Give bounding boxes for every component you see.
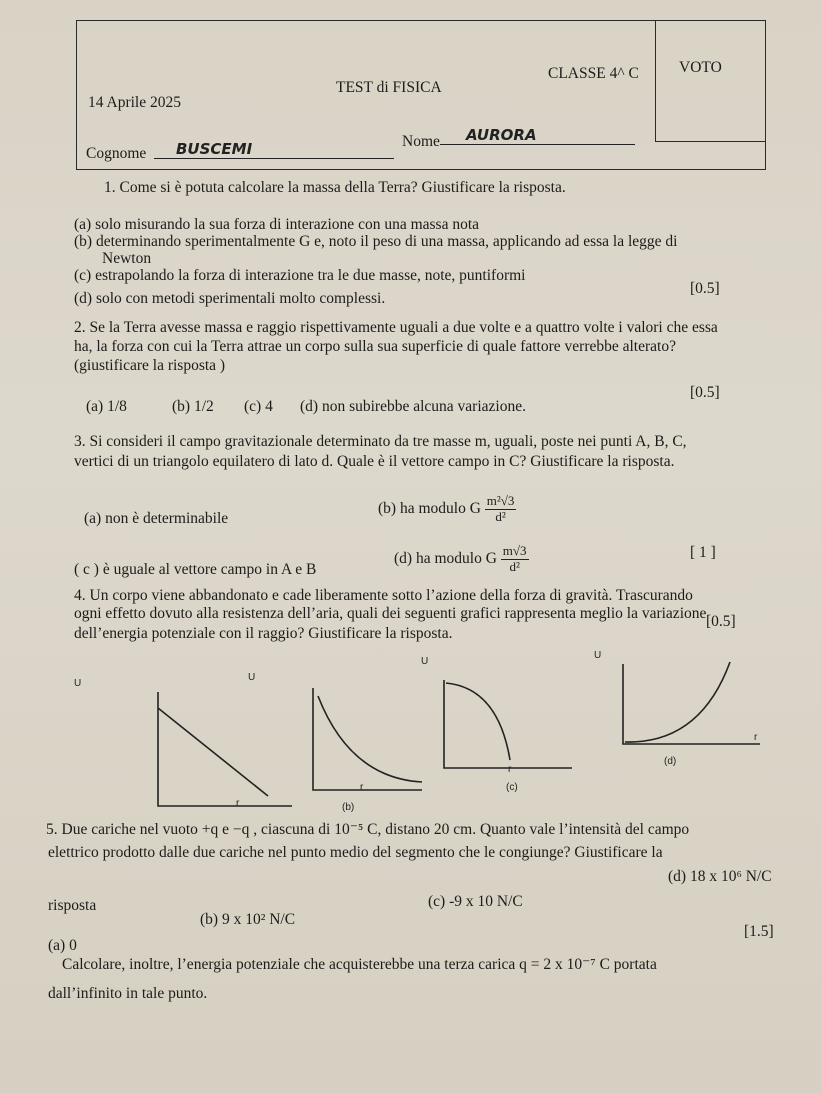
graph-b-label: (b): [342, 802, 355, 813]
graph-a-y-label: U: [74, 678, 82, 689]
surname-handwritten: BUSCEMI: [154, 140, 394, 159]
q1-option-a: (a) solo misurando la sua forza di interazione con una massa nota: [74, 216, 480, 233]
q2-line1: 2. Se la Terra avesse massa e raggio rispettivamente uguali a due volte e a quattro volte i valori che essa: [74, 319, 718, 336]
graph-c-axes: [444, 680, 572, 768]
graph-c-y-label: U: [421, 656, 429, 667]
q3-d-numerator: m√3: [502, 543, 527, 558]
q2-line2: ha, la forza con cui la Terra attrae un corpo sulla sua superficie di quale fattore verrebbe alterato?: [74, 338, 676, 355]
graph-c-label: (c): [506, 782, 518, 793]
q3-option-b-prefix: (b) ha modulo G: [378, 500, 481, 518]
q5-option-a: (a) 0: [48, 937, 77, 954]
q2-option-b: (b) 1/2: [172, 398, 214, 415]
q3-option-d-prefix: (d) ha modulo G: [394, 550, 497, 568]
q1-option-d: (d) solo con metodi sperimentali molto complessi.: [74, 290, 386, 307]
surname-field: [154, 140, 394, 160]
graph-b-y-label: U: [248, 672, 256, 683]
graph-d-label: (d): [664, 756, 677, 767]
q1-option-b-cont: Newton: [102, 250, 152, 267]
q5-line2: elettrico prodotto dalle due cariche nel punto medio del segmento che le congiunge? Giustificare la: [48, 844, 663, 861]
graph-a-curve: [158, 708, 268, 796]
q5-option-c: (c) -9 x 10 N/C: [428, 893, 523, 910]
q5-line1: 5. Due cariche nel vuoto +q e −q , ciascuna di 10⁻⁵ C, distano 20 cm. Quanto vale l’intensità del campo: [46, 821, 690, 838]
q2-option-c: (c) 4: [244, 398, 273, 415]
name-field: [440, 126, 635, 146]
q3-option-d: [394, 544, 529, 575]
q1-option-b: (b) determinando sperimentalmente G e, noto il peso di una massa, applicando ad essa la legge di: [74, 233, 678, 250]
graph-d-y-label: U: [594, 650, 602, 661]
q5-option-b: (b) 9 x 10² N/C: [200, 911, 296, 928]
q3-b-numerator: m²√3: [486, 493, 515, 508]
q4-line2: ogni effetto dovuto alla resistenza dell’aria, quali dei seguenti grafici rappresenta meglio la variazione: [74, 605, 707, 622]
q2-option-d: (d) non subirebbe alcuna variazione.: [300, 398, 526, 415]
vote-label: VOTO: [679, 59, 722, 76]
q3-d-denominator: d²: [509, 558, 520, 574]
q4-points: [0.5]: [706, 613, 736, 630]
q3-option-d-fraction: [501, 544, 529, 575]
q3-line1: 3. Si consideri il campo gravitazionale determinato da tre masse m, uguali, poste nei punti A, B, C,: [74, 433, 687, 450]
q4-line1: 4. Un corpo viene abbandonato e cade liberamente sotto l’azione della forza di gravità. Trascurando: [74, 587, 693, 604]
name-handwritten: AURORA: [440, 126, 635, 145]
q3-line2: vertici di un triangolo equilatero di lato d. Quale è il vettore campo in C? Giustificare la risposta.: [74, 453, 675, 470]
test-title: TEST di FISICA: [336, 79, 442, 96]
q5-option-d: (d) 18 x 10⁶ N/C: [668, 868, 772, 885]
q3-points: [ 1 ]: [690, 544, 716, 561]
q3-option-b-fraction: [485, 494, 517, 525]
q5-points: [1.5]: [744, 923, 774, 940]
q1-points: [0.5]: [690, 280, 720, 297]
class-label: CLASSE 4^ C: [548, 65, 639, 82]
graph-a-axes: [158, 692, 292, 806]
surname-label: Cognome: [86, 145, 147, 162]
q4-graphs: [60, 640, 760, 820]
q2-line3: (giustificare la risposta ): [74, 357, 226, 374]
q2-option-a: (a) 1/8: [86, 398, 127, 415]
vote-box-divider: [655, 20, 656, 142]
q5-line5: dall’infinito in tale punto.: [48, 985, 208, 1002]
q3-b-denominator: d²: [495, 508, 506, 524]
graph-d-x-label: r: [754, 732, 758, 743]
q1-question: 1. Come si è potuta calcolare la massa della Terra? Giustificare la risposta.: [104, 179, 566, 196]
q3-option-c: ( c ) è uguale al vettore campo in A e B: [74, 561, 317, 578]
q5-line3: risposta: [48, 897, 97, 914]
q5-line4: Calcolare, inoltre, l’energia potenziale che acquisterebbe una terza carica q = 2 x 10⁻⁷ C portata: [62, 956, 657, 973]
q3-option-b: [378, 494, 516, 525]
graph-d-axes: [623, 664, 760, 744]
graph-b-curve: [318, 696, 422, 782]
graph-c-x-label: r: [508, 764, 512, 775]
graph-c-curve: [446, 683, 510, 760]
graph-b-axes: [313, 688, 422, 790]
graph-a-x-label: r: [236, 798, 240, 809]
q3-option-a: (a) non è determinabile: [84, 510, 229, 527]
vote-box-bottom: [655, 141, 765, 142]
test-date: 14 Aprile 2025: [88, 94, 181, 111]
q4-line3: dell’energia potenziale con il raggio? Giustificare la risposta.: [74, 625, 453, 642]
name-label: Nome: [402, 133, 440, 150]
graph-d-curve: [625, 662, 730, 742]
q2-points: [0.5]: [690, 384, 720, 401]
graph-b-x-label: r: [360, 782, 364, 793]
q1-option-c: (c) estrapolando la forza di interazione tra le due masse, note, puntiformi: [74, 267, 526, 284]
